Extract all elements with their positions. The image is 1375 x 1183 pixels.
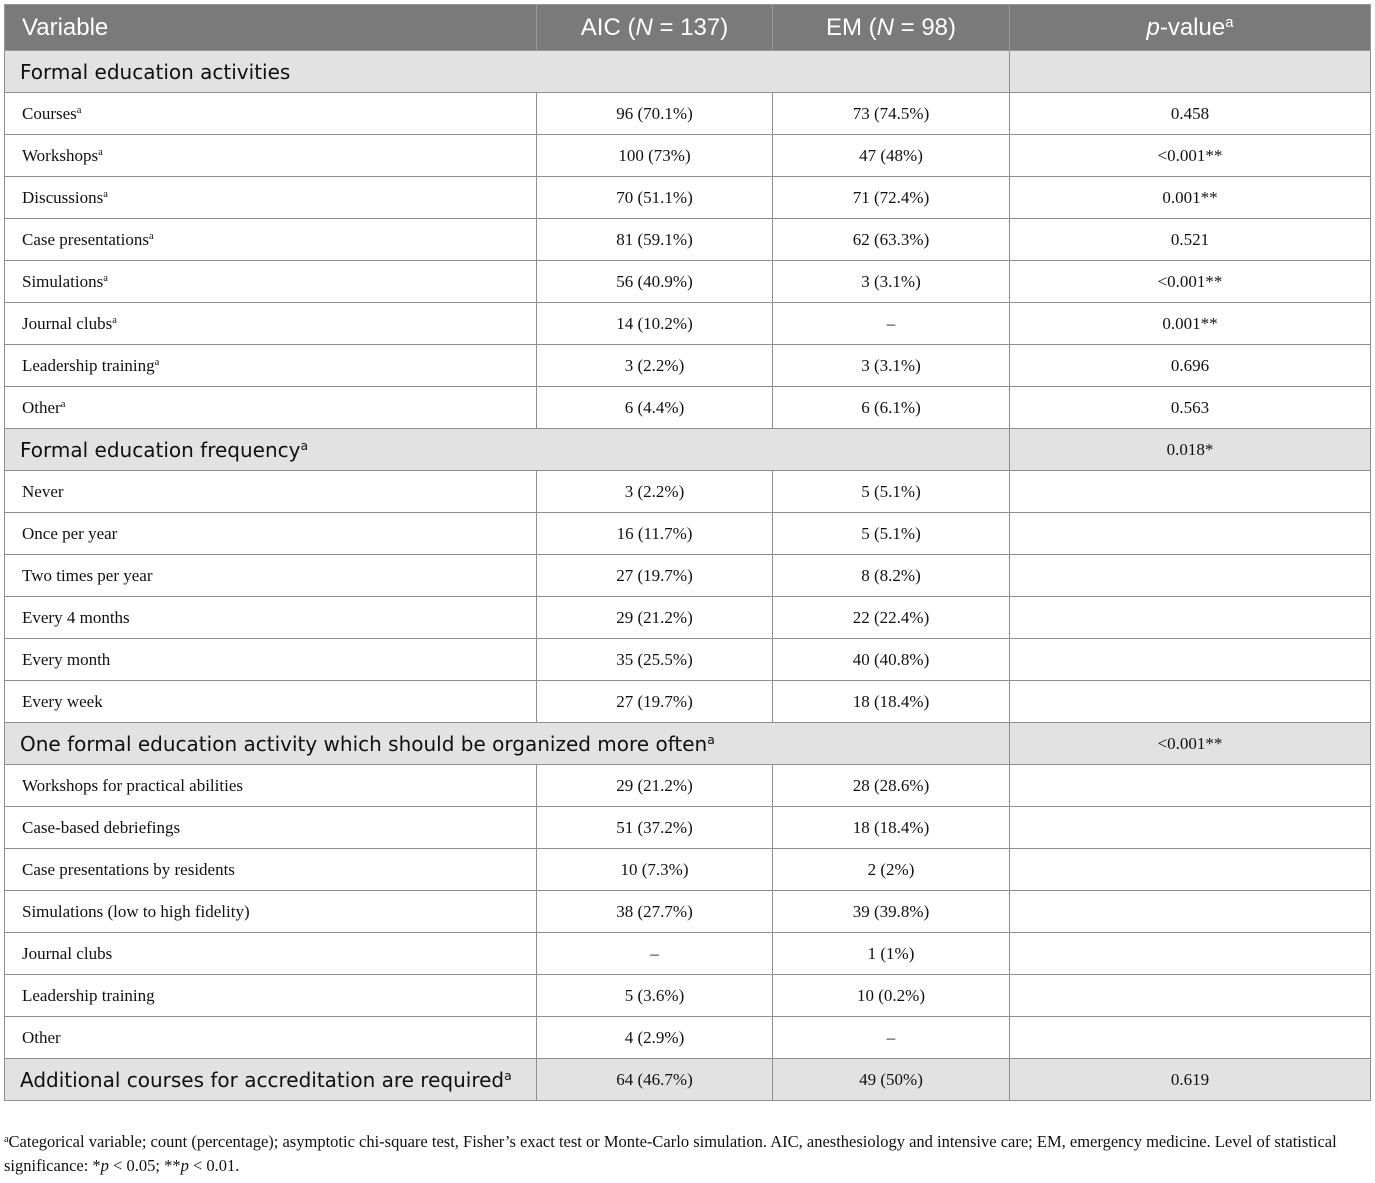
footnote-marker: a (98, 146, 103, 158)
em-cell: 1 (1%) (773, 933, 1010, 975)
aic-cell: 27 (19.7%) (537, 681, 773, 723)
p-value-cell: 0.001** (1010, 177, 1371, 219)
aic-cell: 64 (46.7%) (537, 1059, 773, 1101)
row-label: Case presentations$^a$ (5, 219, 537, 261)
table-row (5, 681, 1371, 723)
table-row (5, 303, 1371, 345)
header-p-value: p-value$^a$ (1010, 5, 1371, 51)
aic-cell: 6 (4.4%) (537, 387, 773, 429)
row-label: Leadership training$^a$ (5, 345, 537, 387)
row-label: Workshops$^a$ (5, 135, 537, 177)
aic-cell: 81 (59.1%) (537, 219, 773, 261)
table-row (5, 849, 1371, 891)
em-cell: 2 (2%) (773, 849, 1010, 891)
em-cell: 22 (22.4%) (773, 597, 1010, 639)
p-value-cell: 0.619 (1010, 1059, 1371, 1101)
table-row (5, 891, 1371, 933)
table-row (5, 93, 1371, 135)
footnote-marker: a (112, 314, 117, 326)
em-cell: 39 (39.8%) (773, 891, 1010, 933)
table-footnote: $^a$Categorical variable; count (percentage); asymptotic chi-square test, Fisher’s exact test or Monte-Carlo simulation. AIC, anesthesiology and intensive care; EM, emergency medicine. Level of statistical significance: *p < 0.05; **p < 0.01. (4, 1132, 1337, 1175)
p-value-cell (1010, 639, 1371, 681)
table-row (5, 177, 1371, 219)
table-header (5, 5, 1371, 51)
em-cell: 73 (74.5%) (773, 93, 1010, 135)
row-label: Case-based debriefings (5, 807, 537, 849)
row-label: Every week (5, 681, 537, 723)
row-label: Other (5, 1017, 537, 1059)
table-row (5, 345, 1371, 387)
em-cell: 3 (3.1%) (773, 345, 1010, 387)
section-row (5, 51, 1371, 93)
aic-cell: – (537, 933, 773, 975)
row-label: Simulations (low to high fidelity) (5, 891, 537, 933)
footnote-marker: a (504, 1067, 512, 1083)
aic-cell: 51 (37.2%) (537, 807, 773, 849)
em-cell: – (773, 303, 1010, 345)
row-label: Case presentations by residents (5, 849, 537, 891)
table-row (5, 639, 1371, 681)
em-cell: 6 (6.1%) (773, 387, 1010, 429)
em-cell: 3 (3.1%) (773, 261, 1010, 303)
aic-cell: 27 (19.7%) (537, 555, 773, 597)
row-label: Simulations$^a$ (5, 261, 537, 303)
p-value-cell (1010, 555, 1371, 597)
p-value-cell (1010, 513, 1371, 555)
em-cell: 47 (48%) (773, 135, 1010, 177)
row-label: Leadership training (5, 975, 537, 1017)
table-row (5, 807, 1371, 849)
p-value-cell (1010, 681, 1371, 723)
aic-cell: 16 (11.7%) (537, 513, 773, 555)
p-value-cell: 0.001** (1010, 303, 1371, 345)
row-label: Formal education frequency$^a$ (5, 429, 1010, 471)
row-label: Formal education activities (5, 51, 1010, 93)
em-cell: 71 (72.4%) (773, 177, 1010, 219)
aic-cell: 56 (40.9%) (537, 261, 773, 303)
footnote-marker: a (103, 188, 108, 200)
aic-cell: 14 (10.2%) (537, 303, 773, 345)
footnote-marker: a (300, 437, 309, 453)
em-cell: 8 (8.2%) (773, 555, 1010, 597)
row-label: Workshops for practical abilities (5, 765, 537, 807)
em-cell: 18 (18.4%) (773, 681, 1010, 723)
p-value-cell (1010, 765, 1371, 807)
em-cell: 40 (40.8%) (773, 639, 1010, 681)
em-cell: – (773, 1017, 1010, 1059)
aic-cell: 5 (3.6%) (537, 975, 773, 1017)
p-value-cell (1010, 807, 1371, 849)
p-value-cell: 0.458 (1010, 93, 1371, 135)
p-value-cell (1010, 849, 1371, 891)
table-row (5, 135, 1371, 177)
em-cell: 49 (50%) (773, 1059, 1010, 1101)
em-cell: 5 (5.1%) (773, 513, 1010, 555)
results-table (4, 4, 1371, 1101)
table-row (5, 219, 1371, 261)
table-row (5, 933, 1371, 975)
row-label: Every 4 months (5, 597, 537, 639)
table-row (5, 387, 1371, 429)
aic-cell: 10 (7.3%) (537, 849, 773, 891)
row-label: Journal clubs$^a$ (5, 303, 537, 345)
footnote-marker: a (103, 272, 108, 284)
em-cell: 5 (5.1%) (773, 471, 1010, 513)
table-row (5, 975, 1371, 1017)
p-value-cell: <0.001** (1010, 723, 1371, 765)
aic-cell: 4 (2.9%) (537, 1017, 773, 1059)
aic-cell: 3 (2.2%) (537, 471, 773, 513)
em-cell: 18 (18.4%) (773, 807, 1010, 849)
p-value-cell (1010, 471, 1371, 513)
aic-cell: 96 (70.1%) (537, 93, 773, 135)
em-cell: 10 (0.2%) (773, 975, 1010, 1017)
section-row (5, 723, 1371, 765)
header-variable: Variable (5, 5, 537, 51)
footnote-marker: a (707, 731, 715, 747)
p-value-cell (1010, 1017, 1371, 1059)
row-label: Courses$^a$ (5, 93, 537, 135)
aic-cell: 3 (2.2%) (537, 345, 773, 387)
aic-cell: 29 (21.2%) (537, 597, 773, 639)
p-value-cell: <0.001** (1010, 261, 1371, 303)
section-row (5, 1059, 1371, 1101)
p-value-cell (1010, 933, 1371, 975)
aic-cell: 38 (27.7%) (537, 891, 773, 933)
p-value-cell: 0.563 (1010, 387, 1371, 429)
p-value-cell (1010, 975, 1371, 1017)
row-label: Other$^a$ (5, 387, 537, 429)
table-row (5, 555, 1371, 597)
table-row (5, 1017, 1371, 1059)
row-label: Once per year (5, 513, 537, 555)
row-label: Additional courses for accreditation are required$^a$ (5, 1059, 537, 1101)
footnote-marker: a (76, 104, 82, 116)
row-label: Journal clubs (5, 933, 537, 975)
aic-cell: 70 (51.1%) (537, 177, 773, 219)
header-em: EM (N = 98) (773, 5, 1010, 51)
p-value-cell: 0.018* (1010, 429, 1371, 471)
footnote-marker: a (149, 230, 154, 242)
table-row (5, 765, 1371, 807)
p-value-cell: <0.001** (1010, 135, 1371, 177)
row-label: One formal education activity which should be organized more often$^a$ (5, 723, 1010, 765)
p-value-cell (1010, 597, 1371, 639)
table-row (5, 513, 1371, 555)
table-row (5, 597, 1371, 639)
em-cell: 28 (28.6%) (773, 765, 1010, 807)
row-label: Every month (5, 639, 537, 681)
p-value-cell: 0.696 (1010, 345, 1371, 387)
row-label: Two times per year (5, 555, 537, 597)
row-label: Never (5, 471, 537, 513)
aic-cell: 100 (73%) (537, 135, 773, 177)
aic-cell: 35 (25.5%) (537, 639, 773, 681)
footnote-marker: a (60, 398, 66, 410)
aic-cell: 29 (21.2%) (537, 765, 773, 807)
em-cell: 62 (63.3%) (773, 219, 1010, 261)
table-body (5, 51, 1371, 1101)
header-aic: AIC (N = 137) (537, 5, 773, 51)
section-row (5, 429, 1371, 471)
row-label: Discussions$^a$ (5, 177, 537, 219)
p-value-cell (1010, 891, 1371, 933)
footnote-marker: a (154, 356, 160, 368)
p-value-cell: 0.521 (1010, 219, 1371, 261)
table-row (5, 471, 1371, 513)
table-row (5, 261, 1371, 303)
p-value-cell (1010, 51, 1371, 93)
